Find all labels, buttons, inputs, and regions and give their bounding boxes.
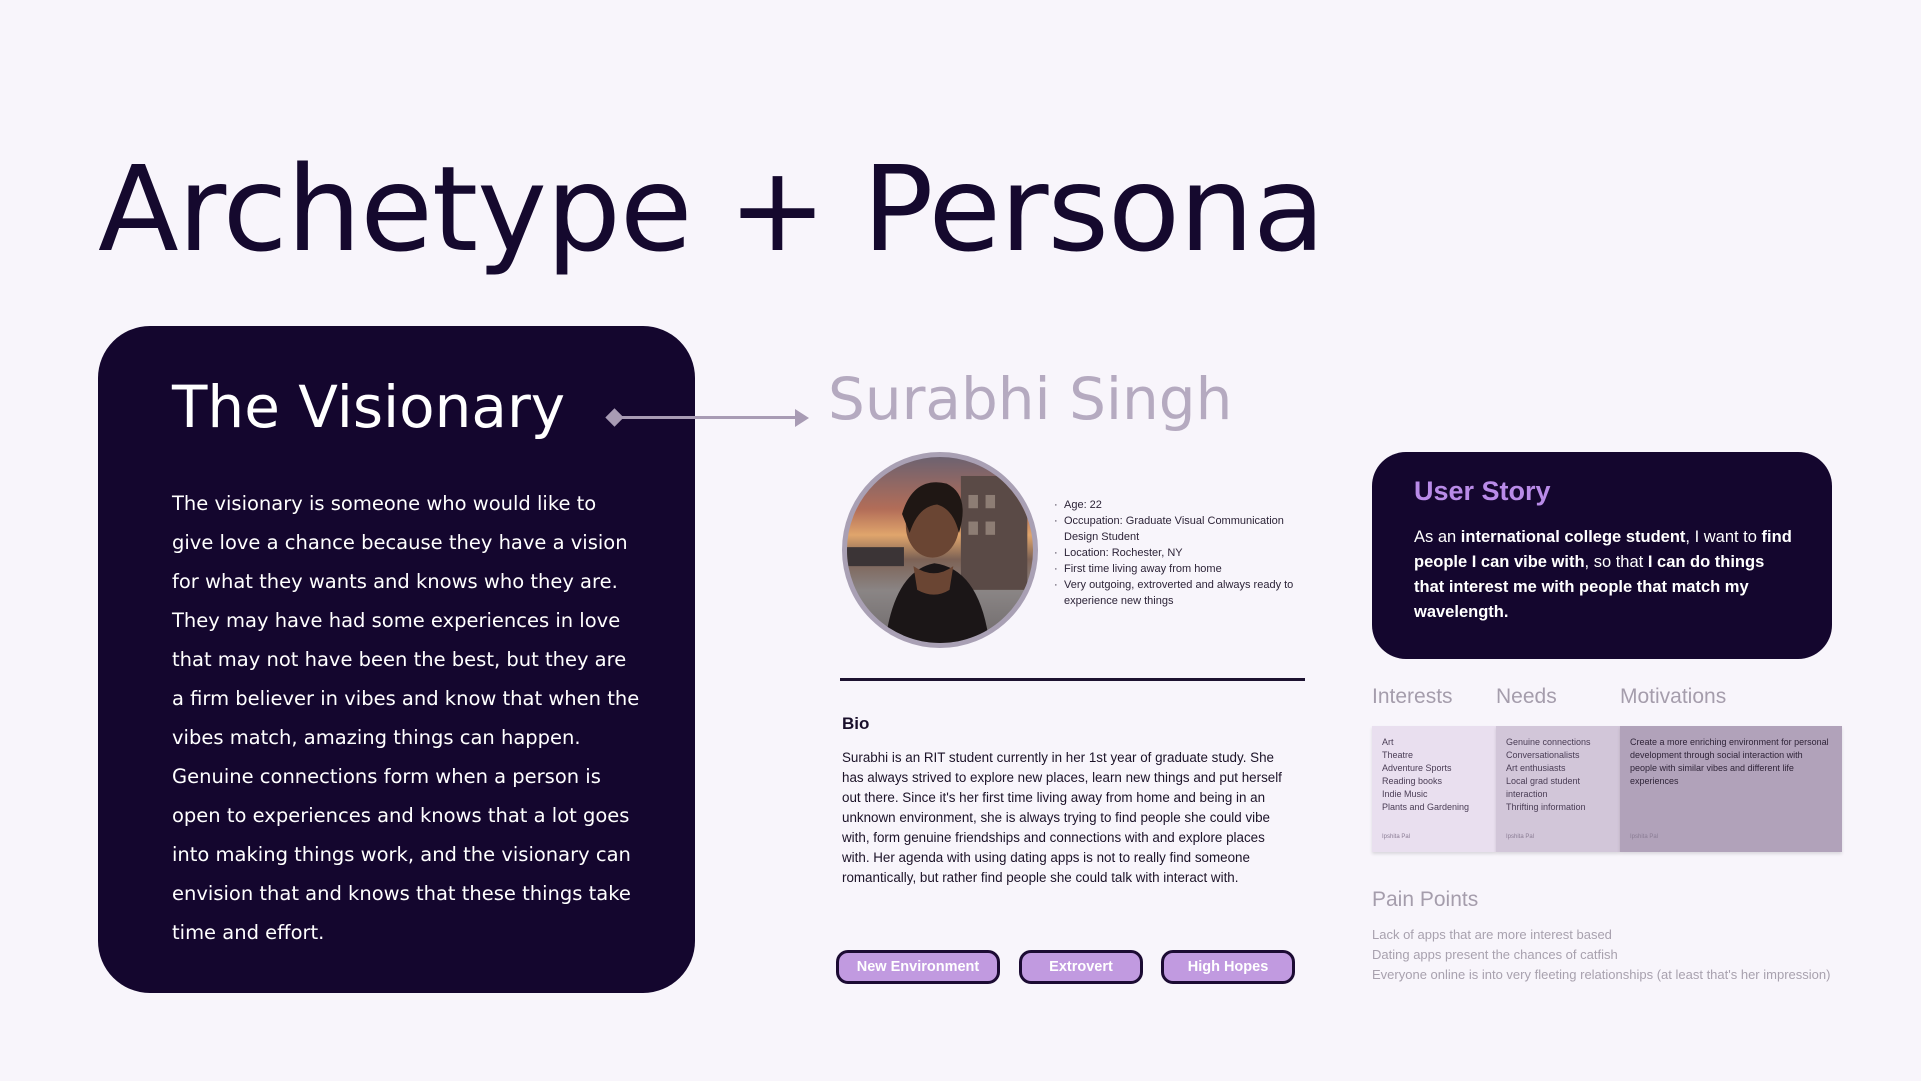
pain-point-item: Dating apps present the chances of catfish: [1372, 947, 1618, 962]
need-item: Local grad student: [1506, 776, 1581, 786]
need-item: Genuine connections: [1506, 737, 1591, 747]
bio-heading: Bio: [842, 714, 870, 733]
persona-name: Surabhi Singh: [828, 365, 1233, 433]
motivations-sticky-note: [1620, 726, 1842, 852]
connector-arrow-line: [620, 416, 800, 419]
fact-personality: · Very outgoing, extroverted and always ready to experience new things: [1054, 577, 1314, 609]
story-part-bold: I can do things that interest me with people that match my wavelength.: [1414, 553, 1765, 621]
tag-high-hopes: High Hopes: [1161, 950, 1295, 984]
sticky-author: Ipshita Pal: [1506, 834, 1535, 840]
motivation-item: Create a more enriching environment for personal development through social interaction with people with similar vibes and different life experiences: [1630, 737, 1829, 786]
interest-item: Reading books: [1382, 776, 1443, 786]
story-part: As an: [1414, 528, 1461, 546]
tag-extrovert: Extrovert: [1019, 950, 1143, 984]
bio-text: Surabhi is an RIT student currently in her 1st year of graduate study. She has always strived to explore new places, learn new things and put herself out there. Since it's her first time living away from home and being in an unknown environment, she is always trying to find people she could vibe with, form genuine friendships and connections with and explore places with. Her agenda with using dating apps is not to really find someone romantically, but rather find people she could talk with interact with.: [842, 750, 1282, 885]
archetype-name: The Visionary: [172, 373, 566, 441]
interest-item: Plants and Gardening: [1382, 802, 1470, 812]
persona-photo-icon: [847, 457, 1033, 643]
interest-item: Art: [1382, 737, 1394, 747]
need-item: Conversationalists: [1506, 750, 1580, 760]
motivations-heading: Motivations: [1620, 685, 1727, 708]
fact-age: · Age: 22: [1054, 497, 1314, 513]
interest-item: Theatre: [1382, 750, 1414, 760]
pain-points-heading: Pain Points: [1372, 888, 1479, 911]
tag-new-environment: New Environment: [836, 950, 1000, 984]
need-item: Thrifting information: [1506, 802, 1586, 812]
interest-item: Adventure Sports: [1382, 763, 1452, 773]
fact-occupation: · Occupation: Graduate Visual Communication Design Student: [1054, 513, 1314, 545]
fact-living: · First time living away from home: [1054, 561, 1314, 577]
page-title: Archetype + Persona: [98, 140, 1325, 278]
interest-item: Indie Music: [1382, 789, 1428, 799]
pain-point-item: Lack of apps that are more interest based: [1372, 927, 1612, 942]
arrow-head-icon: [795, 409, 809, 427]
interests-sticky-note: [1372, 726, 1496, 852]
story-part-bold: find people I can vibe with: [1414, 528, 1792, 571]
story-part-bold: international college student: [1460, 528, 1686, 546]
pain-points-list: [1372, 925, 1892, 985]
persona-facts: [1054, 497, 1314, 609]
archetype-description: The visionary is someone who would like to give love a chance because they have a vision for what they wants and knows who they are. They may have had some experiences in love that may not have been the best, but they are a firm believer in vibes and know that when the vibes match, amazing things can happen. Genuine connections form when a person is open to experiences and knows that a lot goes into making things work, and the visionary can envision that and knows that these things take time and effort.: [172, 492, 640, 944]
need-item: interaction: [1506, 789, 1548, 799]
need-item: Art enthusiasts: [1506, 763, 1566, 773]
user-story-card: [1372, 452, 1832, 659]
pain-point-item: Everyone online is into very fleeting relationships (at least that's her impression): [1372, 967, 1831, 982]
sticky-author: Ipshita Pal: [1382, 834, 1411, 840]
story-part: , I want to: [1685, 528, 1762, 546]
user-story-title: User Story: [1414, 476, 1551, 506]
needs-sticky-note: [1496, 726, 1620, 852]
user-story-text: [1414, 525, 1799, 625]
sticky-author: Ipshita Pal: [1630, 834, 1659, 840]
archetype-card: [98, 326, 695, 993]
divider: [840, 678, 1305, 681]
persona-avatar: [842, 452, 1038, 648]
interests-heading: Interests: [1372, 685, 1453, 708]
story-part: , so that: [1584, 553, 1648, 571]
needs-heading: Needs: [1496, 685, 1557, 708]
fact-location: · Location: Rochester, NY: [1054, 545, 1314, 561]
